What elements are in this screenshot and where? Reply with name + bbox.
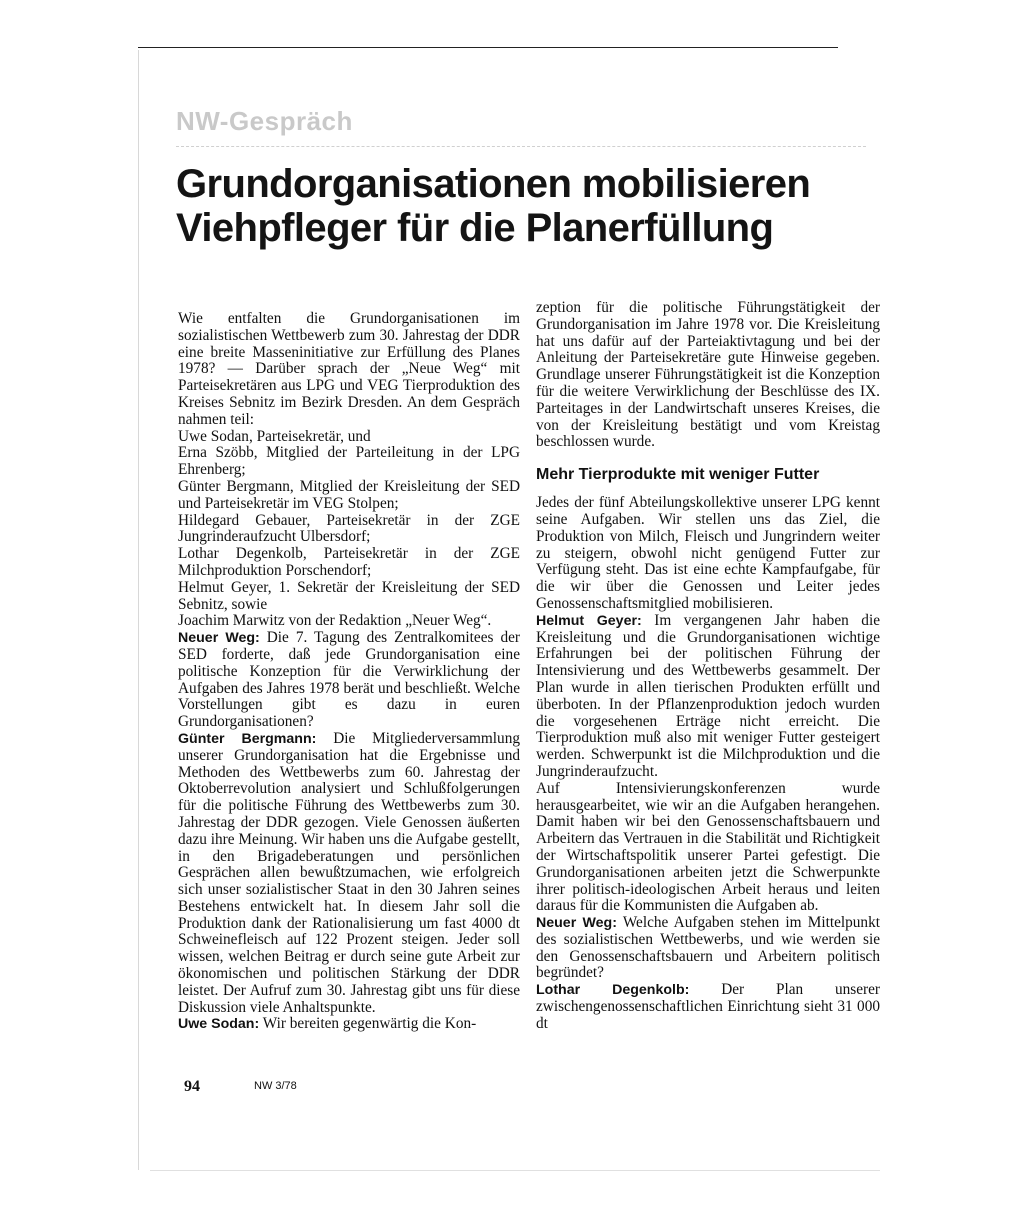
- intro-paragraph: Wie entfalten die Grundorganisationen im sozialistischen Wettbewerb zum 30. Jahrestag der DDR eine breite Masseninitiative zur Erfüllung des Planes 1978? — Darüber sprach der „Neue Weg“ mit Parteisekretären aus LPG und VEG Tierproduktion des Kreises Sebnitz im Bezirk Dresden. An dem Gespräch nahmen teil:: [178, 310, 520, 428]
- page-edge-bottom: [150, 1170, 880, 1171]
- interview-turn: [536, 613, 880, 781]
- participant-item: Lothar Degenkolb, Parteisekretär in der ZGE Milchproduktion Porschendorf;: [178, 545, 520, 579]
- section-subheading: Mehr Tierprodukte mit weniger Futter: [536, 466, 820, 484]
- speaker-name: Neuer Weg:: [536, 915, 617, 932]
- speaker-name: Lothar Degenkolb:: [536, 982, 690, 999]
- interview-turn: [536, 982, 880, 1032]
- headline-line-2: Viehpfleger für die Planerfüllung: [176, 206, 774, 250]
- participant-item: Joachim Marwitz von der Redaktion „Neuer Weg“.: [178, 612, 492, 630]
- left-column: [178, 311, 520, 1033]
- interview-turn: [178, 731, 520, 1017]
- speaker-name: Uwe Sodan:: [178, 1016, 260, 1033]
- interview-turn: [178, 630, 520, 731]
- participant-item: Erna Szöbb, Mitglied der Parteileitung in der LPG Ehrenberg;: [178, 444, 520, 479]
- speaker-name: Günter Bergmann:: [178, 730, 317, 747]
- turn-text: Die 7. Tagung des Zentralkomitees der SED forderte, daß jede Grundorganisation eine politische Konzeption für die Verwirklichung der Aufgaben des Jahres 1978 berät und beschließt. Welche Vorstellungen gibt es dazu in euren Grundorganisationen?: [178, 629, 520, 731]
- turn-text: Der Plan unserer zwischengenossenschaftlichen Einrichtung sieht 31 000 dt: [536, 981, 881, 1032]
- body-paragraph: Jedes der fünf Abteilungskollektive unserer LPG kennt seine Aufgaben. Wir stellen uns das Ziel, die Produktion von Milch, Fleisch und Jungrindern weiter zu steigern, obwohl nicht genügend Futter zur Verfügung steht. Das ist eine echte Kampfaufgabe, für die wir über die Genossen und Leiter jedes Genossenschaftsmitglied mobilisieren.: [536, 494, 880, 612]
- participant-item: Hildegard Gebauer, Parteisekretär in der ZGE Jungrinderaufzucht Ulbersdorf;: [178, 511, 520, 546]
- turn-text: Welche Aufgaben stehen im Mittelpunkt des sozialistischen Wettbewerbs, und wie werden sie den Genossenschaftsbauern und Arbeitern politisch begründet?: [536, 914, 880, 982]
- article-headline: [176, 162, 896, 250]
- participant-item: Helmut Geyer, 1. Sekretär der Kreisleitung der SED Sebnitz, sowie: [178, 578, 520, 613]
- kicker-rule: [176, 146, 866, 147]
- turn-text: Im vergangenen Jahr haben die Kreisleitung und die Grundorganisationen wichtige Erfahrungen bei der politischen Führung der Intensivierung und des Wettbewerbs gesammelt. Der Plan wurde in allen tierischen Produkten erfüllt und überboten. In der Pflanzenproduktion jedoch wurden die vorgesehenen Erträge nicht erreicht. Die Tierproduktion muß also mit weniger Futter gesteigert werden. Schwerpunkt ist die Milchproduktion und die Jungrinderaufzucht.: [536, 611, 880, 780]
- page-number: 94: [184, 1078, 200, 1095]
- interview-turn: [178, 1016, 520, 1033]
- speaker-name: Helmut Geyer:: [536, 612, 642, 629]
- right-column: [536, 300, 880, 1033]
- issue-label: NW 3/78: [254, 1080, 297, 1092]
- interview-turn: [536, 915, 880, 982]
- continuation-paragraph: zeption für die politische Führungstätigkeit der Grundorganisation im Jahre 1978 vor. Die Kreisleitung hat uns dafür auf der Parteiaktivtagung und bei der Anleitung der Parteisekretäre gute Hinweise gegeben. Grundlage unserer Führungstätigkeit ist die Konzeption für die weitere Verwirklichung der Beschlüsse des IX. Parteitages in der Landwirtschaft unseres Kreises, die von der Kreisleitung bestätigt und vom Kreistag beschlossen wurde.: [536, 299, 880, 451]
- section-kicker: NW-Gespräch: [176, 106, 353, 136]
- turn-text: Wir bereiten gegenwärtig die Kon-: [262, 1015, 477, 1033]
- participant-item: Uwe Sodan, Parteisekretär, und: [178, 427, 371, 445]
- turn-text: Die Mitgliederversammlung unserer Grundorganisation hat die Ergebnisse und Methoden des Wettbewerbs zum 60. Jahrestag der Oktoberrevolution analysiert und Schlußfolgerungen für die politische Führung des Wettbewerbs zum 30. Jahrestag der DDR gezogen. Viele Genossen äußerten dazu ihre Meinung. Wir haben uns die Aufgabe gestellt, in den Brigadeberatungen und persönlichen Gesprächen allen bewußtzumachen, wie erfolgreich sich unser sozialistischer Staat in den 30 Jahren seines Bestehens entwickelt hat. In diesem Jahr soll die Produktion dank der Rationalisierung um fast 4000 dt Schweinefleisch auf 122 Prozent steigen. Jeder soll wissen, welchen Beitrag er durch seine gute Arbeit zur ökonomischen und politischen Stärkung der DDR leistet. Der Aufruf zum 30. Jahrestag gibt uns für diese Diskussion viele Anhaltspunkte.: [178, 729, 520, 1016]
- participant-item: Günter Bergmann, Mitglied der Kreisleitung der SED und Parteisekretär im VEG Stolpen;: [178, 477, 520, 512]
- page-edge: [138, 50, 139, 1170]
- top-rule: [138, 47, 838, 48]
- headline-line-1: Grundorganisationen mobilisieren: [176, 162, 811, 206]
- body-paragraph: Auf Intensivierungskonferenzen wurde herausgearbeitet, wie wir an die Aufgaben herangehen. Damit haben wir bei den Genossenschaftsbauern und Arbeitern das Vertrauen in die Stabilität und Richtigkeit der Wirtschaftspolitik unserer Partei gefestigt. Die Grundorganisationen arbeiten jetzt die Schwerpunkte ihrer politisch-ideologischen Arbeit heraus und leiten daraus für die Kommunisten die Aufgaben ab.: [536, 779, 880, 915]
- speaker-name: Neuer Weg:: [178, 630, 260, 647]
- document-page: [138, 0, 898, 1218]
